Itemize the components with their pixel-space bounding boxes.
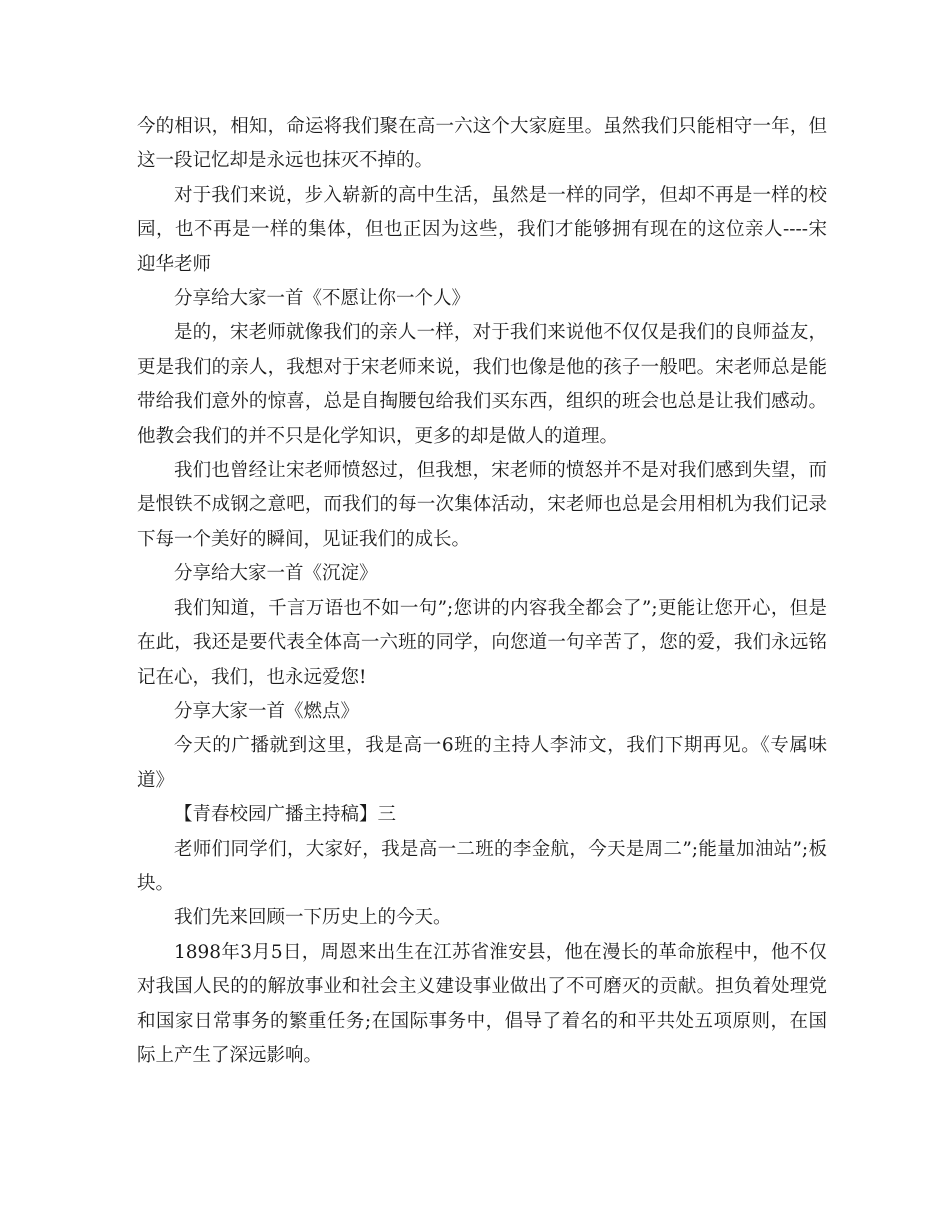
paragraph-7: 我们知道，千言万语也不如一句”;您讲的内容我全都会了”;更能让您开心，但是在此，我还是要代表全体高一六班的同学，向您道一句辛苦了，您的爱，我们永远铭记在心，我们，也永远爱您! [137,597,827,688]
paragraph-1: 今的相识，相知，命运将我们聚在高一六这个大家庭里。虽然我们只能相守一年，但这一段记忆却是永远也抹灭不掉的。 [137,116,827,172]
closing-paragraph: 今天的广播就到这里，我是高一6班的主持人李沛文，我们下期再见。《专属味道》 [137,735,827,791]
document-body [137,110,827,1073]
paragraph-5: 我们也曾经让宋老师愤怒过，但我想，宋老师的愤怒并不是对我们感到失望，而是恨铁不成钢之意吧，而我们的每一次集体活动，宋老师也总是会用相机为我们记录下每一个美好的瞬间，见证我们的成长。 [137,460,827,550]
history-paragraph: 1898年3月5日，周恩来出生在江苏省淮安县，他在漫长的革命旅程中，他不仅对我国人民的的解放事业和社会主义建设事业做出了不可磨灭的贡献。担负着处理党和国家日常事务的繁重任务;在国际事务中，倡导了着名的和平共处五项原则，在国际上产生了深远影响。 [137,941,827,1066]
history-intro: 我们先来回顾一下历史上的今天。 [174,907,452,929]
paragraph-2: 对于我们来说，步入崭新的高中生活，虽然是一样的同学，但却不再是一样的校园，也不再是一样的集体，但也正因为这些，我们才能够拥有现在的这位亲人----宋迎华老师 [137,184,827,275]
song-share-line-3: 分享大家一首《燃点》 [174,700,360,722]
song-share-line-2: 分享给大家一首《沉淀》 [174,563,378,585]
paragraph-4: 是的，宋老师就像我们的亲人一样，对于我们来说他不仅仅是我们的良师益友，更是我们的亲人，我想对于宋老师来说，我们也像是他的孩子一般吧。宋老师总是能带给我们意外的惊喜，总是自掏腰包给我们买东西，组织的班会也总是让我们感动。他教会我们的并不只是化学知识，更多的却是做人的道理。 [137,322,827,447]
greeting-paragraph: 老师们同学们，大家好，我是高一二班的李金航，今天是周二”;能量加油站”;板块。 [137,838,827,894]
section-heading: 【青春校园广播主持稿】三 [174,804,397,826]
song-share-line-1: 分享给大家一首《不愿让你一个人》 [174,288,471,310]
